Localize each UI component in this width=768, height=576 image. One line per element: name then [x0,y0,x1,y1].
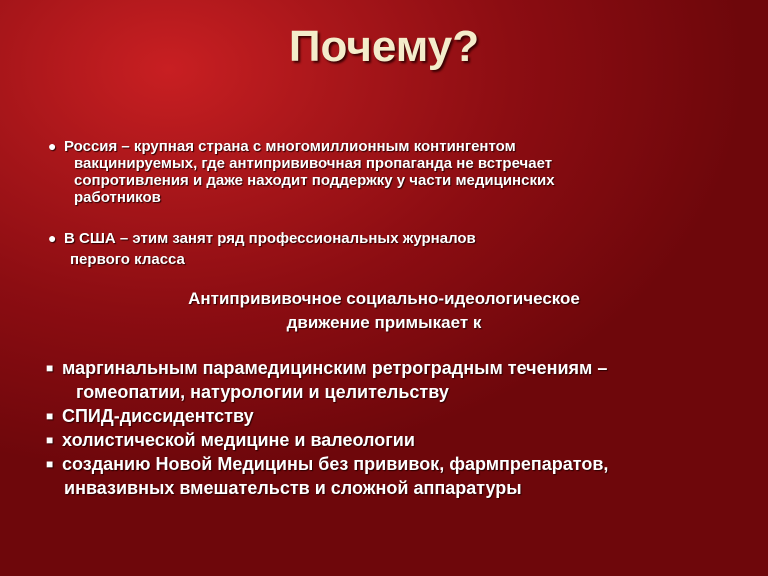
bullet-russia-cont-3: работников [74,189,161,206]
adjacent-movements-list [46,356,736,500]
square-bullet-icon: ■ [46,433,54,447]
bullet-dot-icon: ● [48,230,57,246]
list-item-continuation: гомеопатии, натурологии и целительству [76,382,449,402]
bullet-usa-first-line [48,230,708,247]
bullet-russia-cont-2: сопротивления и даже находит поддержку у части медицинских [74,172,555,189]
square-bullet-icon: ■ [46,361,54,375]
list-item [46,452,736,500]
bullet-russia-text: Россия – крупная страна с многомиллионным контингентом [64,138,516,155]
bullet-russia [48,138,708,206]
bullet-usa-text: В США – этим занят ряд профессиональных журналов [64,230,476,247]
list-item [46,404,736,428]
slide-title: Почему? [288,22,480,71]
list-item-text: холистической медицине и валеологии [62,430,415,450]
bullet-usa [48,230,708,268]
bullet-russia-cont-1: вакцинируемых, где антипрививочная пропаганда не встречает [74,155,553,172]
square-bullet-icon: ■ [46,409,54,423]
list-item [46,428,736,452]
statement-line-2: движение примыкает к [286,313,482,332]
list-item-first-line [46,452,736,476]
list-item-text: созданию Новой Медицины без прививок, фармпрепаратов, [62,454,609,474]
bullet-russia-first-line [48,138,708,155]
list-item-continuation: инвазивных вмешательств и сложной аппаратуры [64,478,522,498]
list-item-text: СПИД-диссидентству [62,406,254,426]
list-item-text: маргинальным парамедицинским ретроградным течениям – [62,358,608,378]
bullet-dot-icon: ● [48,138,57,154]
list-item [46,356,736,404]
list-item-first-line [46,356,736,380]
statement-line-1: Антипрививочное социально-идеологическое [188,289,580,308]
square-bullet-icon: ■ [46,457,54,471]
bullet-usa-cont-1: первого класса [70,251,185,268]
